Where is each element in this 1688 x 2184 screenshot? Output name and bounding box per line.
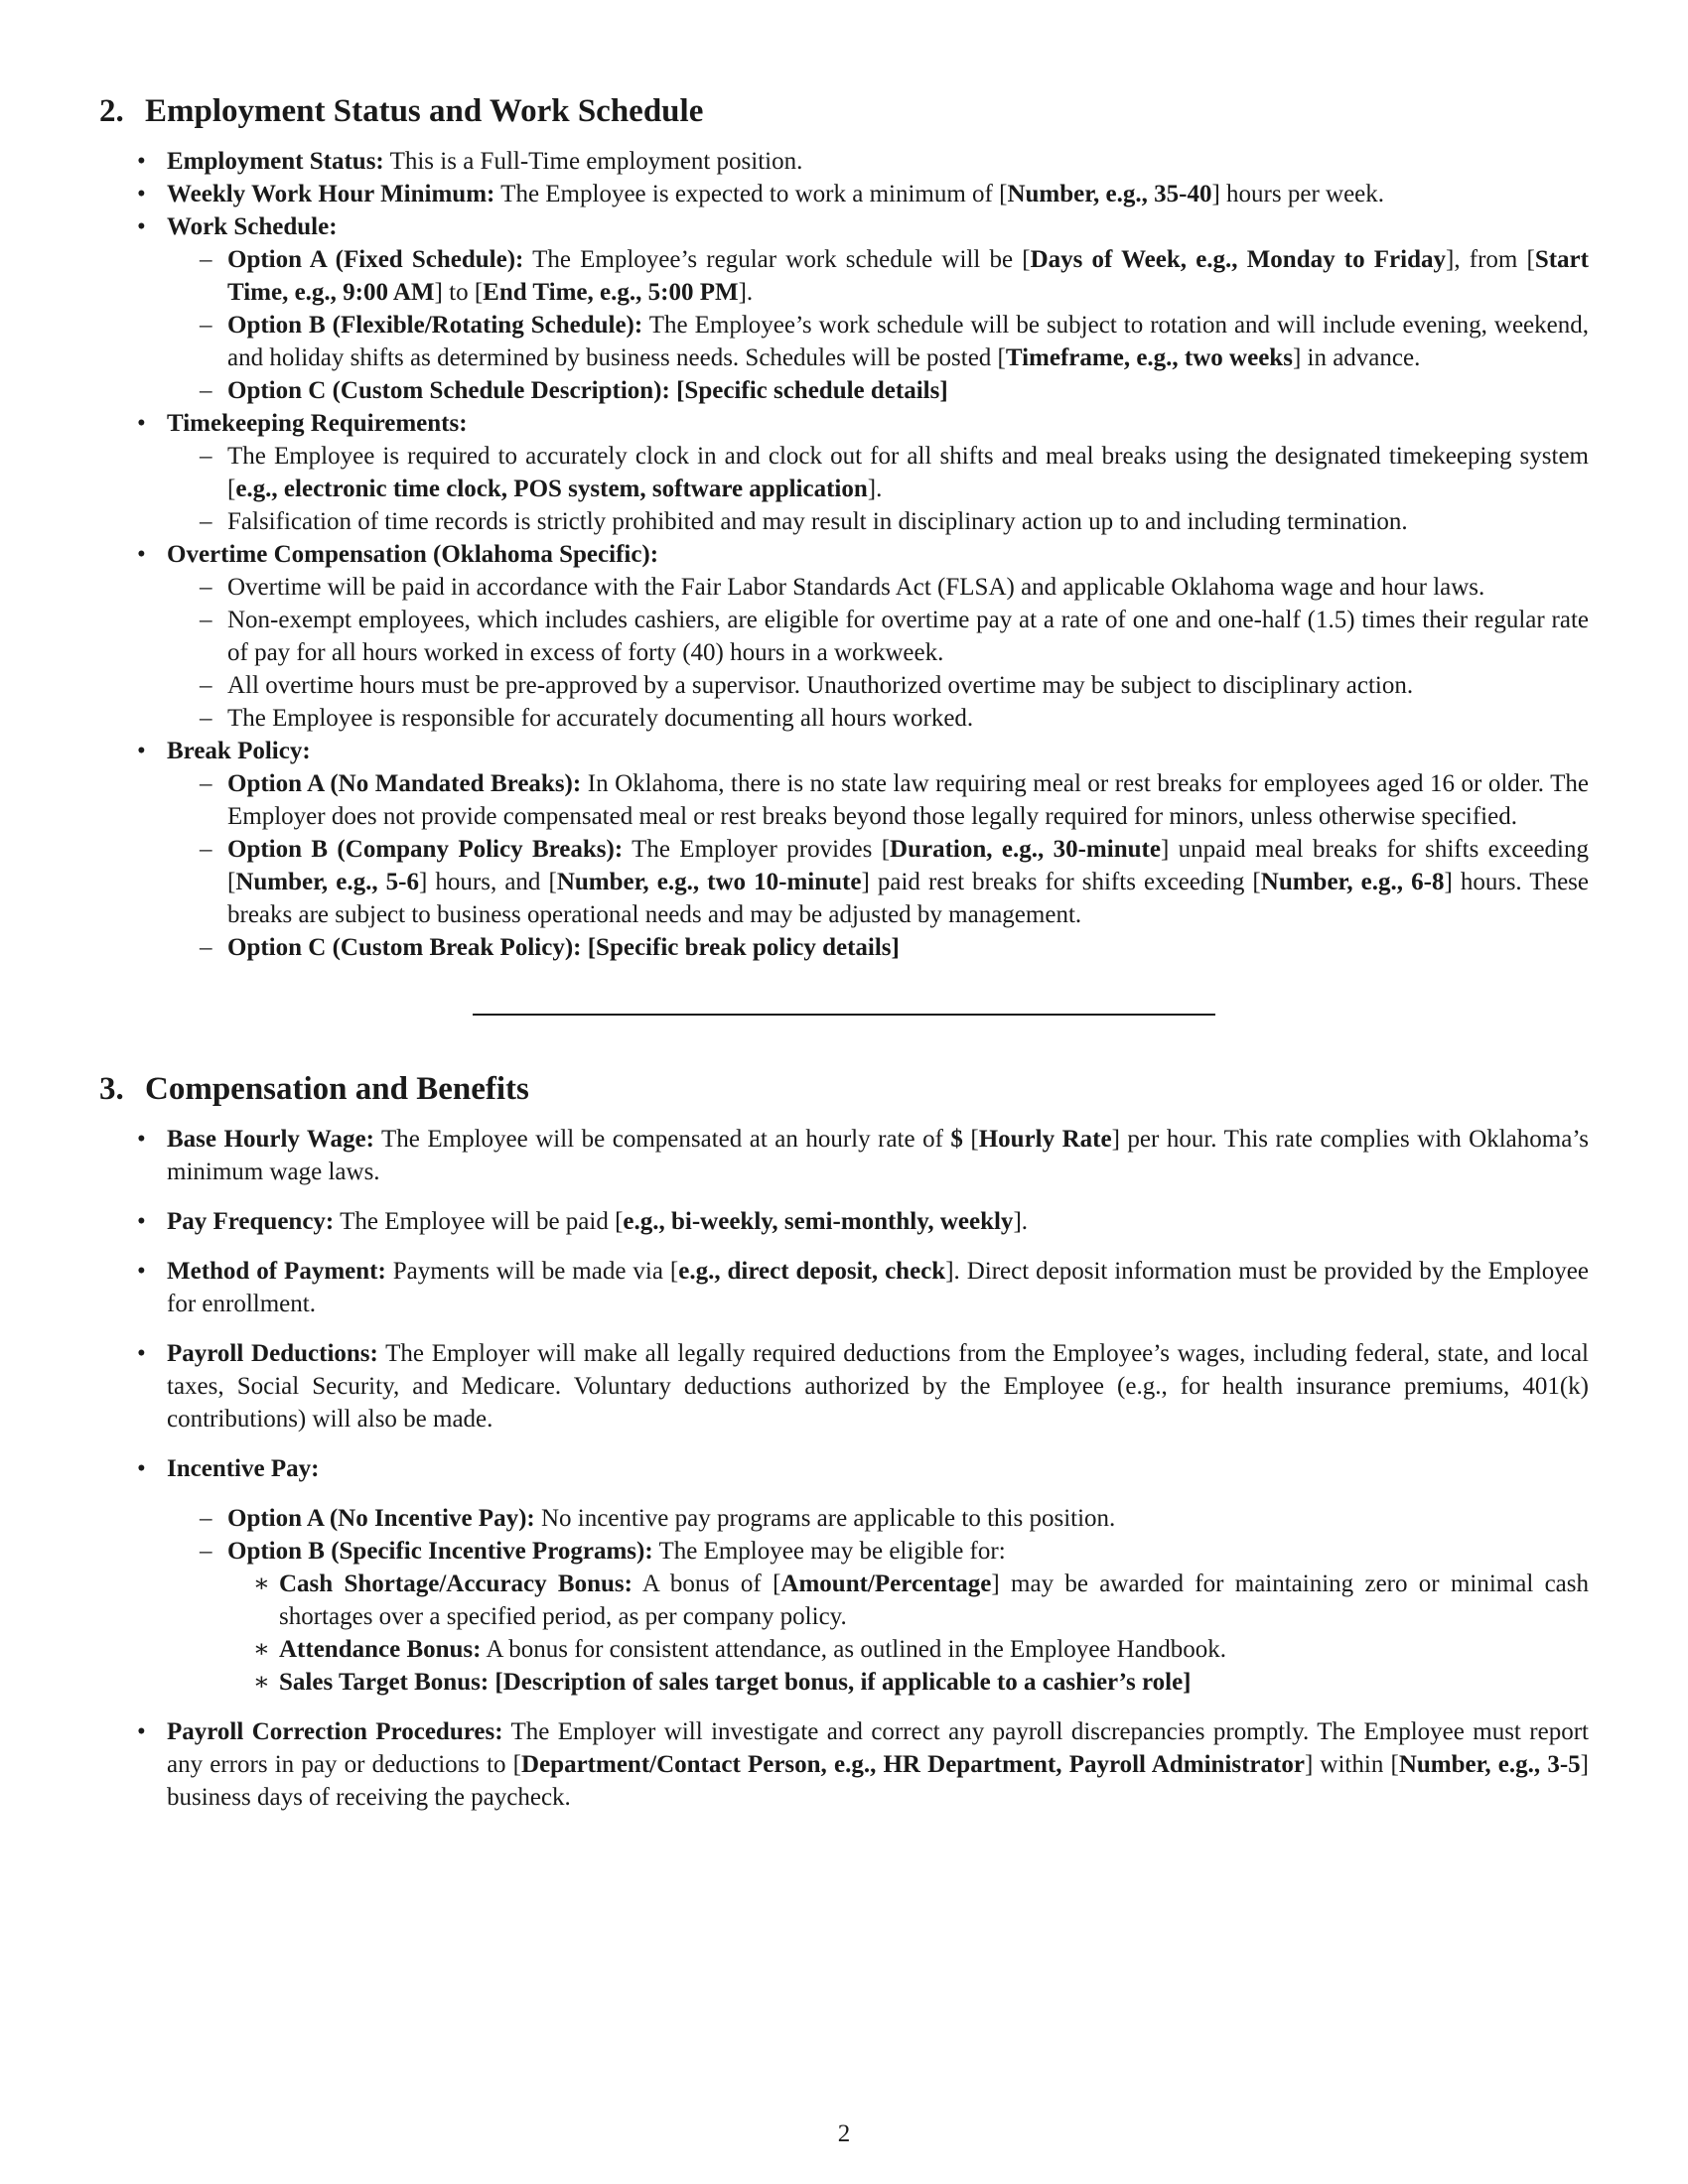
overtime-items	[167, 571, 1589, 735]
list-item-break-policy: • Break Policy: – Option A (No Mandated Breaks): In Oklahoma, there is no state law requiring meal or rest breaks for employees aged 16 or older. The Employer does not provide compensated meal or rest breaks beyond those legally required for minors, unless otherwise specified. – Option B (Company Policy Breaks): The Employer provides [Duration, e.g., 30-minute] unpaid meal breaks for shifts exceeding [Number, e.g., 5-6] hours, and [Number, e.g., two 10-minute] paid rest breaks for shifts exceeding [Number, e.g., 6-8] hours. These breaks are subject to business operational needs and may be adjusted by management. – Option C (Custom Break Policy): [Specific break policy details]	[99, 735, 1589, 964]
schedule-option-c: – Option C (Custom Schedule Description): [Specific schedule details]	[167, 374, 1589, 407]
break-option-b: – Option B (Company Policy Breaks): The Employer provides [Duration, e.g., 30-minute] unpaid meal breaks for shifts exceeding [Number, e.g., 5-6] hours, and [Number, e.g., two 10-minute] paid rest breaks for shifts exceeding [Number, e.g., 6-8] hours. These breaks are subject to business operational needs and may be adjusted by management.	[167, 833, 1589, 931]
timekeeping-items	[167, 440, 1589, 538]
list-item-payroll-correction: • Payroll Correction Procedures: The Employer will investigate and correct any payroll discrepancies promptly. The Employee must report any errors in pay or deductions to [Department/Contact Person, e.g., HR Department, Payroll Administrator] within [Number, e.g., 3-5] business days of receiving the paycheck.	[99, 1715, 1589, 1814]
overtime-item: – Overtime will be paid in accordance with the Fair Labor Standards Act (FLSA) and applicable Oklahoma wage and hour laws.	[167, 571, 1589, 604]
list-item-base-wage: • Base Hourly Wage: The Employee will be compensated at an hourly rate of $ [Hourly Rate] per hour. This rate complies with Oklahoma’s minimum wage laws.	[99, 1123, 1589, 1188]
schedule-option-b: – Option B (Flexible/Rotating Schedule): The Employee’s work schedule will be subject to rotation and will include evening, weekend, and holiday shifts as determined by business needs. Schedules will be posted [Timeframe, e.g., two weeks] in advance.	[167, 309, 1589, 374]
section-number: 2.	[99, 93, 124, 129]
list-item-timekeeping: • Timekeeping Requirements: – The Employee is required to accurately clock in and clock out for all shifts and meal breaks using the designated timekeeping system [e.g., electronic time clock, POS system, software application]. – Falsification of time records is strictly prohibited and may result in disciplinary action up to and including termination.	[99, 407, 1589, 538]
break-option-a: – Option A (No Mandated Breaks): In Oklahoma, there is no state law requiring meal or rest breaks for employees aged 16 or older. The Employer does not provide compensated meal or rest breaks beyond those legally required for minors, unless otherwise specified.	[167, 767, 1589, 833]
overtime-item: – All overtime hours must be pre-approved by a supervisor. Unauthorized overtime may be subject to disciplinary action.	[167, 669, 1589, 702]
timekeeping-item: – The Employee is required to accurately clock in and clock out for all shifts and meal breaks using the designated timekeeping system [e.g., electronic time clock, POS system, software application].	[167, 440, 1589, 505]
incentive-program-attendance-bonus: ∗ Attendance Bonus: A bonus for consistent attendance, as outlined in the Employee Handbook.	[227, 1633, 1589, 1666]
list-item-incentive-pay: • Incentive Pay: – Option A (No Incentive Pay): No incentive pay programs are applicable to this position. – Option B (Specific Incentive Programs): The Employee may be eligible for: ∗ Cash Shortage/Accuracy Bonus: A bonus of [Amount/Percentage] may be awarded for maintaining zero or minimal cash shortages over a specified period, as per company policy. ∗ Attendance Bonus: A bonus for consistent attendance, as outlined in the Employee Handbook. ∗ Sales Target Bonus: [Description of sales target bonus, if applicable to a cashier’s role]	[99, 1452, 1589, 1699]
overtime-item: – Non-exempt employees, which includes cashiers, are eligible for overtime pay at a rate of one and one-half (1.5) times their regular rate of pay for all hours worked in excess of forty (40) hours in a workweek.	[167, 604, 1589, 669]
section-divider	[473, 1014, 1215, 1016]
section-2-list	[99, 145, 1589, 964]
section-3-heading	[99, 1069, 1589, 1109]
list-item-overtime: • Overtime Compensation (Oklahoma Specific): – Overtime will be paid in accordance with the Fair Labor Standards Act (FLSA) and applicable Oklahoma wage and hour laws. – Non-exempt employees, which includes cashiers, are eligible for overtime pay at a rate of one and one-half (1.5) times their regular rate of pay for all hours worked in excess of forty (40) hours in a workweek. – All overtime hours must be pre-approved by a supervisor. Unauthorized overtime may be subject to disciplinary action. – The Employee is responsible for accurately documenting all hours worked.	[99, 538, 1589, 735]
section-3-list	[99, 1123, 1589, 1814]
section-title: Employment Status and Work Schedule	[145, 93, 704, 129]
schedule-option-a: – Option A (Fixed Schedule): The Employee’s regular work schedule will be [Days of Week, e.g., Monday to Friday], from [Start Time, e.g., 9:00 AM] to [End Time, e.g., 5:00 PM].	[167, 243, 1589, 309]
break-option-c: – Option C (Custom Break Policy): [Specific break policy details]	[167, 931, 1589, 964]
list-item-employment-status: • Employment Status: This is a Full-Time employment position.	[99, 145, 1589, 178]
overtime-item: – The Employee is responsible for accurately documenting all hours worked.	[167, 702, 1589, 735]
list-item-payroll-deductions: • Payroll Deductions: The Employer will make all legally required deductions from the Employee’s wages, including federal, state, and local taxes, Social Security, and Medicare. Voluntary deductions authorized by the Employee (e.g., for health insurance premiums, 401(k) contributions) will also be made.	[99, 1337, 1589, 1435]
incentive-options	[167, 1502, 1589, 1699]
section-title: Compensation and Benefits	[145, 1071, 529, 1107]
list-item-weekly-hours: • Weekly Work Hour Minimum: The Employee is expected to work a minimum of [Number, e.g., 35-40] hours per week.	[99, 178, 1589, 210]
section-number: 3.	[99, 1071, 124, 1107]
list-item-pay-frequency: • Pay Frequency: The Employee will be paid [e.g., bi-weekly, semi-monthly, weekly].	[99, 1205, 1589, 1238]
incentive-option-a: – Option A (No Incentive Pay): No incentive pay programs are applicable to this position.	[167, 1502, 1589, 1535]
break-policy-options	[167, 767, 1589, 964]
incentive-program-sales-bonus: ∗ Sales Target Bonus: [Description of sales target bonus, if applicable to a cashier’s role]	[227, 1666, 1589, 1699]
page-number: 2	[837, 2120, 851, 2147]
incentive-option-b: – Option B (Specific Incentive Programs): The Employee may be eligible for: ∗ Cash Shortage/Accuracy Bonus: A bonus of [Amount/Percentage] may be awarded for maintaining zero or minimal cash shortages over a specified period, as per company policy. ∗ Attendance Bonus: A bonus for consistent attendance, as outlined in the Employee Handbook. ∗ Sales Target Bonus: [Description of sales target bonus, if applicable to a cashier’s role]	[167, 1535, 1589, 1699]
incentive-program-cash-bonus: ∗ Cash Shortage/Accuracy Bonus: A bonus of [Amount/Percentage] may be awarded for maintaining zero or minimal cash shortages over a specified period, as per company policy.	[227, 1568, 1589, 1633]
timekeeping-item: – Falsification of time records is strictly prohibited and may result in disciplinary action up to and including termination.	[167, 505, 1589, 538]
list-item-work-schedule: • Work Schedule: – Option A (Fixed Schedule): The Employee’s regular work schedule will be [Days of Week, e.g., Monday to Friday], from [Start Time, e.g., 9:00 AM] to [End Time, e.g., 5:00 PM]. – Option B (Flexible/Rotating Schedule): The Employee’s work schedule will be subject to rotation and will include evening, weekend, and holiday shifts as determined by business needs. Schedules will be posted [Timeframe, e.g., two weeks] in advance. – Option C (Custom Schedule Description): [Specific schedule details]	[99, 210, 1589, 407]
section-2-heading	[99, 91, 1589, 131]
incentive-programs	[227, 1568, 1589, 1699]
work-schedule-options	[167, 243, 1589, 407]
list-item-payment-method: • Method of Payment: Payments will be made via [e.g., direct deposit, check]. Direct deposit information must be provided by the Employee for enrollment.	[99, 1255, 1589, 1320]
page-content	[99, 91, 1589, 1831]
